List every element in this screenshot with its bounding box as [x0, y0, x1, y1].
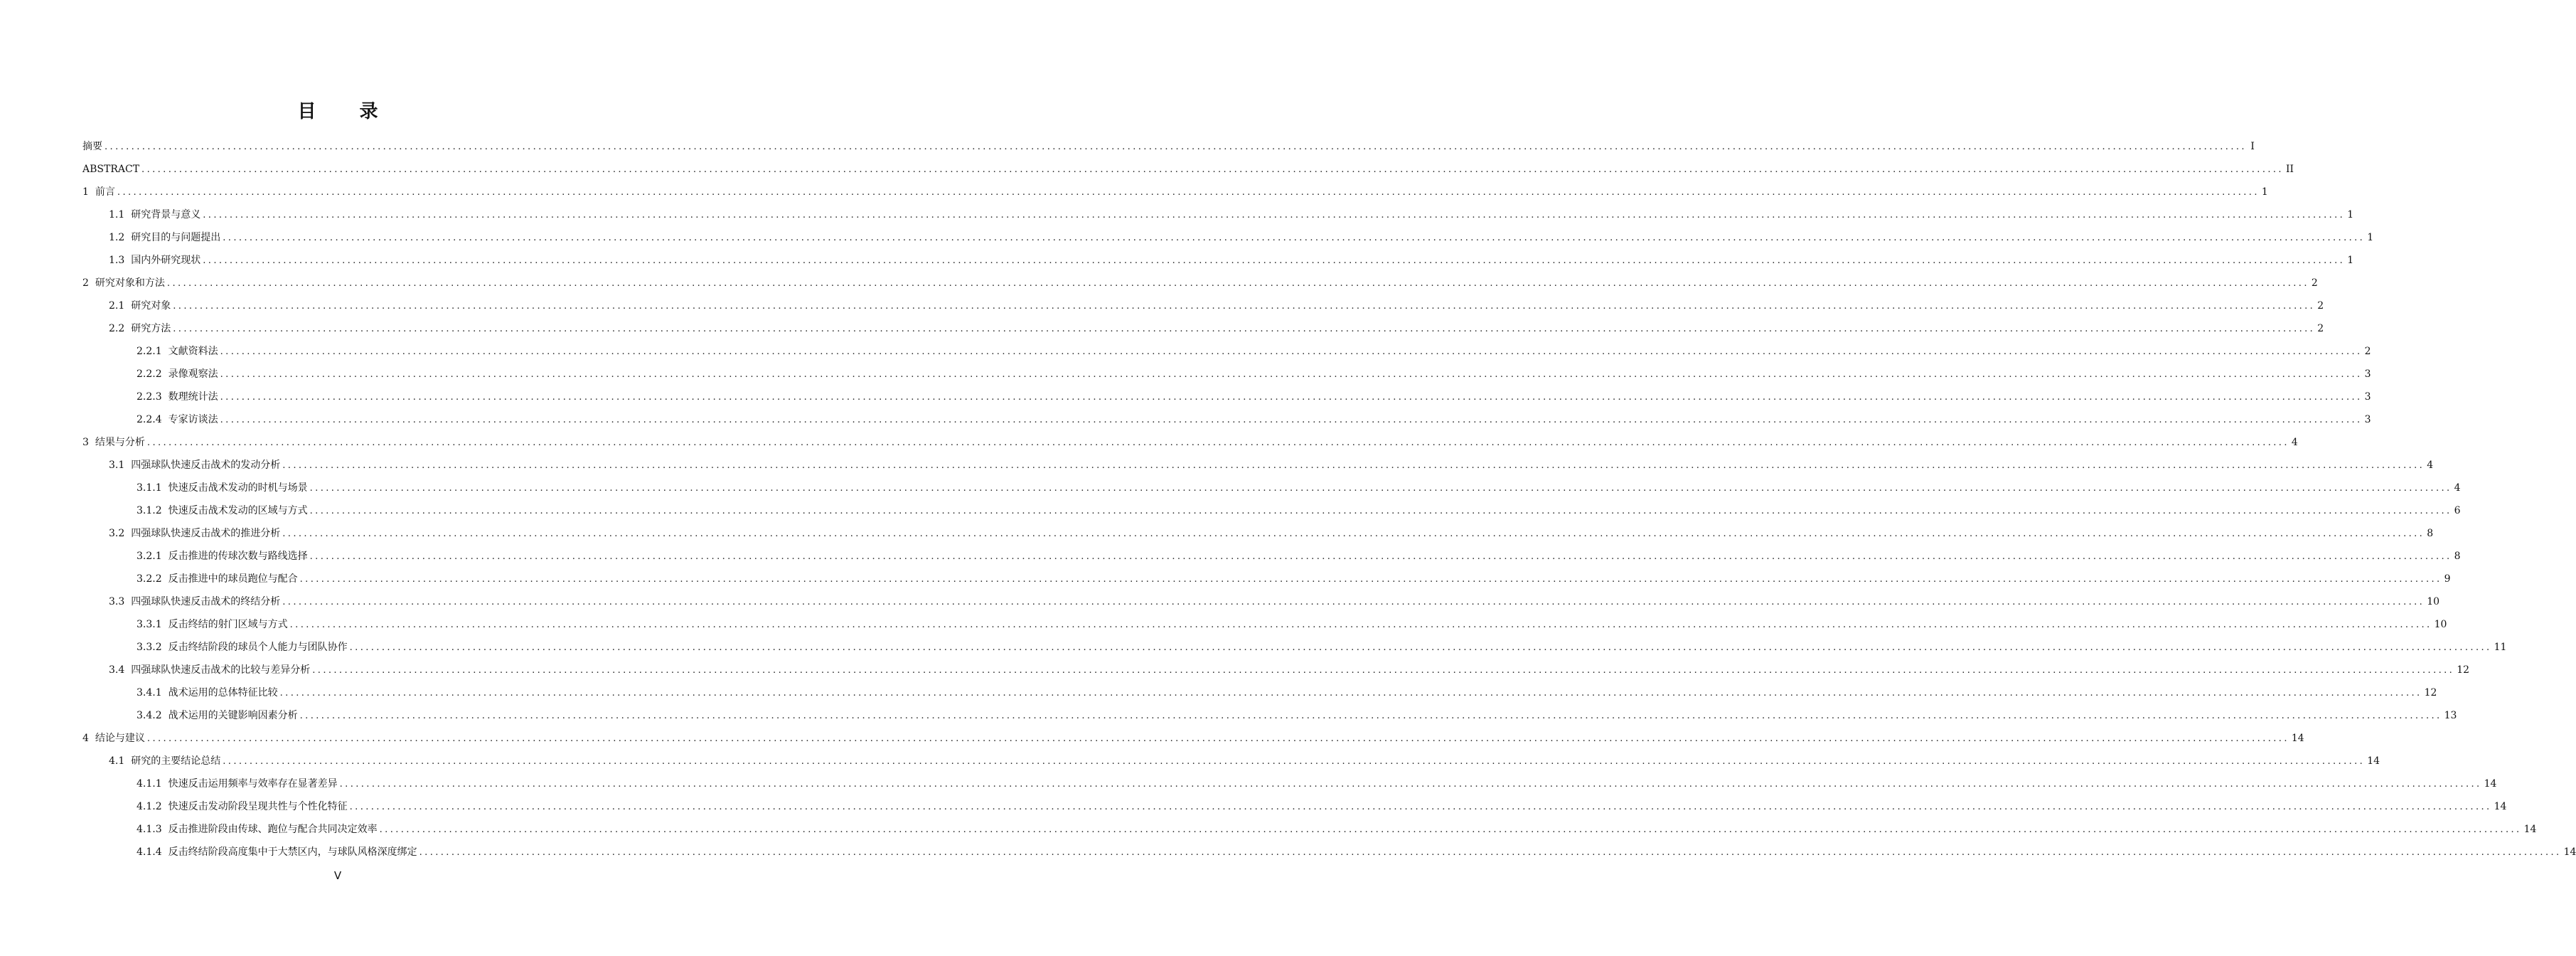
toc-entry-title: 快速反击战术发动的区域与方式 [168, 505, 308, 516]
toc-entry-number: 3.2 [109, 528, 125, 539]
toc-entry-number: 4 [82, 733, 89, 744]
toc-entry-page: 14 [2367, 755, 2380, 767]
toc-entry [82, 203, 2354, 226]
toc-entry [82, 818, 2537, 841]
toc-entry [82, 363, 2371, 386]
toc-leader-dots: ................................................................................................................................................................................................................................................................................................................................................................................................................ [289, 620, 2432, 630]
toc-entry [82, 727, 2304, 750]
toc-entry-number: 3.3.2 [137, 642, 162, 653]
toc-leader-dots: ................................................................................................................................................................................................................................................................................................................................................................................................................ [223, 756, 2366, 767]
toc-entry-page: 6 [2454, 505, 2461, 516]
toc-entry-number: 4.1.1 [137, 778, 162, 790]
toc-leader-dots: ................................................................................................................................................................................................................................................................................................................................................................................................................ [203, 210, 2346, 221]
toc-entry [82, 477, 2461, 499]
toc-entry [82, 158, 2294, 181]
toc-leader-dots: ................................................................................................................................................................................................................................................................................................................................................................................................................ [282, 460, 2425, 471]
toc-entry-page: 1 [2347, 255, 2354, 266]
toc-leader-dots: ................................................................................................................................................................................................................................................................................................................................................................................................................ [282, 529, 2425, 539]
toc-entry-title: 研究对象 [131, 300, 171, 312]
toc-entry [82, 294, 2324, 317]
toc-entry-page: 13 [2444, 710, 2457, 721]
toc-entry-number: 3.1.1 [137, 482, 162, 494]
toc-entry-number: 2.2 [109, 323, 125, 334]
toc-entry-number: 4.1.4 [137, 846, 162, 858]
toc-leader-dots: ................................................................................................................................................................................................................................................................................................................................................................................................................ [299, 574, 2442, 585]
toc-leader-dots: ................................................................................................................................................................................................................................................................................................................................................................................................................ [379, 824, 2522, 835]
toc-entry-number: 1.1 [109, 209, 125, 221]
toc-entry-title: 文献资料法 [168, 346, 218, 357]
toc-leader-dots: ................................................................................................................................................................................................................................................................................................................................................................................................................ [220, 415, 2363, 425]
toc-entry-title: 研究背景与意义 [131, 209, 201, 221]
toc-entry-title: 快速反击发动阶段呈现共性与个性化特征 [168, 801, 348, 812]
toc-entry-title: 四强球队快速反击战术的终结分析 [131, 596, 281, 607]
toc-entry-number: 4.1.3 [137, 824, 162, 835]
toc-entry-page: 14 [2523, 824, 2537, 835]
toc-leader-dots: ................................................................................................................................................................................................................................................................................................................................................................................................................ [203, 255, 2346, 266]
toc-leader-dots: ................................................................................................................................................................................................................................................................................................................................................................................................................ [173, 324, 2316, 334]
toc-entry-title: ABSTRACT [82, 164, 140, 175]
toc-entry [82, 681, 2437, 704]
toc-entry [82, 135, 2255, 158]
page-title: 目 录 [297, 101, 397, 122]
toc-leader-dots: ................................................................................................................................................................................................................................................................................................................................................................................................................ [117, 187, 2260, 198]
toc-entry-title: 研究对象和方法 [95, 277, 165, 289]
toc-entry [82, 454, 2434, 477]
page-number: V [333, 869, 342, 882]
toc-entry-title: 战术运用的总体特征比较 [168, 687, 278, 699]
toc-leader-dots: ................................................................................................................................................................................................................................................................................................................................................................................................................ [146, 733, 2289, 744]
toc-entry-number: 1.2 [109, 232, 125, 243]
toc-entry-title: 结果与分析 [95, 437, 145, 448]
toc-entry-number: 3.1 [109, 460, 125, 471]
toc-leader-dots: ................................................................................................................................................................................................................................................................................................................................................................................................................ [141, 164, 2284, 175]
toc-entry-number: 1 [82, 186, 89, 198]
toc-entry-number: 3.1.2 [137, 505, 162, 516]
toc-entry-title: 前言 [95, 186, 115, 198]
toc-entry-page: 10 [2427, 596, 2440, 607]
toc-entry-title: 快速反击运用频率与效率存在显著差异 [168, 778, 338, 790]
toc-entry-title: 反击终结阶段高度集中于大禁区内，与球队风格深度绑定 [168, 846, 417, 858]
toc-leader-dots: ................................................................................................................................................................................................................................................................................................................................................................................................................ [220, 369, 2363, 380]
toc-entry [82, 545, 2461, 568]
toc-entry-title: 反击推进的传球次数与路线选择 [168, 551, 308, 562]
toc-entry-page: 3 [2364, 414, 2371, 425]
toc-entry-title: 研究方法 [131, 323, 171, 334]
toc-entry-title: 战术运用的关键影响因素分析 [168, 710, 298, 721]
toc-entry-number: 3.2.1 [137, 551, 162, 562]
toc-entry-page: 14 [2484, 778, 2497, 790]
toc-leader-dots: ................................................................................................................................................................................................................................................................................................................................................................................................................ [299, 711, 2442, 721]
toc-leader-dots: ................................................................................................................................................................................................................................................................................................................................................................................................................ [223, 233, 2366, 243]
toc-entry-page: 9 [2444, 573, 2451, 585]
toc-entry-page: 2 [2311, 277, 2318, 289]
toc-leader-dots: ................................................................................................................................................................................................................................................................................................................................................................................................................ [279, 688, 2422, 699]
toc-leader-dots: ................................................................................................................................................................................................................................................................................................................................................................................................................ [105, 142, 2247, 152]
toc-entry-number: 3.4.2 [137, 710, 162, 721]
toc-entry-title: 反击终结的射门区域与方式 [168, 619, 288, 630]
toc-entry-page: 12 [2457, 664, 2470, 676]
toc-entry-number: 2.2.3 [137, 391, 162, 403]
toc-entry [82, 795, 2507, 818]
toc-leader-dots: ................................................................................................................................................................................................................................................................................................................................................................................................................ [220, 392, 2363, 403]
toc-entry-title: 数理统计法 [168, 391, 218, 403]
toc-leader-dots: ................................................................................................................................................................................................................................................................................................................................................................................................................ [419, 847, 2562, 858]
toc-entry [82, 249, 2354, 272]
toc-entry-page: 11 [2494, 642, 2507, 653]
toc-entry-page: 8 [2427, 528, 2434, 539]
toc-leader-dots: ................................................................................................................................................................................................................................................................................................................................................................................................................ [282, 597, 2425, 607]
toc-entry-page: 8 [2454, 551, 2461, 562]
toc-entry-number: 3.4.1 [137, 687, 162, 699]
toc-leader-dots: ................................................................................................................................................................................................................................................................................................................................................................................................................ [349, 642, 2492, 653]
toc-entry-number: 2.1 [109, 300, 125, 312]
toc-entry [82, 659, 2470, 681]
toc-entry-number: 2.2.1 [137, 346, 162, 357]
toc-entry-page: 2 [2364, 346, 2371, 357]
toc-entry-page: II [2285, 164, 2294, 175]
toc-leader-dots: ................................................................................................................................................................................................................................................................................................................................................................................................................ [166, 278, 2309, 289]
toc-entry [82, 613, 2447, 636]
toc-entry [82, 750, 2380, 772]
toc-entry-title: 四强球队快速反击战术的发动分析 [131, 460, 281, 471]
toc-entry-title: 录像观察法 [168, 368, 218, 380]
toc-entry-page: 4 [2454, 482, 2461, 494]
toc-entry-number: 3.3.1 [137, 619, 162, 630]
toc-entry [82, 431, 2298, 454]
toc-entry-page: 10 [2434, 619, 2447, 630]
toc-entry-title: 摘要 [82, 141, 102, 152]
toc-leader-dots: ................................................................................................................................................................................................................................................................................................................................................................................................................ [349, 802, 2492, 812]
toc-entry-page: 12 [2424, 687, 2437, 699]
toc-entry-title: 研究目的与问题提出 [131, 232, 221, 243]
toc-entry-page: 4 [2291, 437, 2298, 448]
toc-leader-dots: ................................................................................................................................................................................................................................................................................................................................................................................................................ [339, 779, 2482, 790]
toc-entry-title: 反击推进阶段由传球、跑位与配合共同决定效率 [168, 824, 378, 835]
toc-entry-number: 3.3 [109, 596, 125, 607]
toc-entry-page: 1 [2347, 209, 2354, 221]
toc-entry-title: 四强球队快速反击战术的比较与差异分析 [131, 664, 311, 676]
toc-entry-number: 3 [82, 437, 89, 448]
toc-entry-number: 4.1 [109, 755, 125, 767]
toc-entry-title: 国内外研究现状 [131, 255, 201, 266]
toc-entry [82, 340, 2371, 363]
toc-entry [82, 499, 2461, 522]
toc-entry [82, 568, 2451, 590]
toc-entry-number: 1.3 [109, 255, 125, 266]
toc-entry-page: 2 [2317, 300, 2324, 312]
toc-entry [82, 272, 2318, 294]
toc-entry-title: 反击终结阶段的球员个人能力与团队协作 [168, 642, 348, 653]
toc-entry-title: 结论与建议 [95, 733, 145, 744]
toc-entry-page: 4 [2427, 460, 2434, 471]
toc-entry-number: 3.2.2 [137, 573, 162, 585]
toc-entry-number: 2.2.2 [137, 368, 162, 380]
toc-leader-dots: ................................................................................................................................................................................................................................................................................................................................................................................................................ [146, 437, 2289, 448]
toc-entry-number: 2.2.4 [137, 414, 162, 425]
toc-entry [82, 181, 2268, 203]
toc-entry-number: 3.4 [109, 664, 125, 676]
toc-leader-dots: ................................................................................................................................................................................................................................................................................................................................................................................................................ [173, 301, 2316, 312]
toc-entry-number: 4.1.2 [137, 801, 162, 812]
toc-leader-dots: ................................................................................................................................................................................................................................................................................................................................................................................................................ [309, 551, 2452, 562]
toc-leader-dots: ................................................................................................................................................................................................................................................................................................................................................................................................................ [312, 665, 2455, 676]
toc-entry-title: 研究的主要结论总结 [131, 755, 221, 767]
toc-entry-page: I [2250, 141, 2255, 152]
toc-entry-page: 1 [2367, 232, 2374, 243]
toc-entry [82, 408, 2371, 431]
toc-entry-page: 14 [2494, 801, 2507, 812]
toc-entry-title: 专家访谈法 [168, 414, 218, 425]
toc-entry-title: 快速反击战术发动的时机与场景 [168, 482, 308, 494]
toc-entry [82, 522, 2434, 545]
toc-entry [82, 636, 2507, 659]
toc-entry-number: 2 [82, 277, 89, 289]
toc-entry-page: 14 [2563, 846, 2576, 858]
toc-entry [82, 590, 2440, 613]
toc-entry [82, 386, 2371, 408]
toc-entry [82, 226, 2374, 249]
table-of-contents [82, 135, 2576, 864]
toc-entry [82, 841, 2576, 864]
toc-leader-dots: ................................................................................................................................................................................................................................................................................................................................................................................................................ [220, 346, 2363, 357]
toc-entry-page: 3 [2364, 368, 2371, 380]
toc-leader-dots: ................................................................................................................................................................................................................................................................................................................................................................................................................ [309, 483, 2452, 494]
toc-entry-page: 14 [2291, 733, 2304, 744]
toc-entry-page: 1 [2261, 186, 2268, 198]
toc-entry-title: 四强球队快速反击战术的推进分析 [131, 528, 281, 539]
toc-leader-dots: ................................................................................................................................................................................................................................................................................................................................................................................................................ [309, 506, 2452, 516]
toc-entry-page: 3 [2364, 391, 2371, 403]
toc-entry [82, 317, 2324, 340]
toc-entry [82, 772, 2497, 795]
toc-entry-title: 反击推进中的球员跑位与配合 [168, 573, 298, 585]
toc-entry [82, 704, 2457, 727]
toc-entry-page: 2 [2317, 323, 2324, 334]
